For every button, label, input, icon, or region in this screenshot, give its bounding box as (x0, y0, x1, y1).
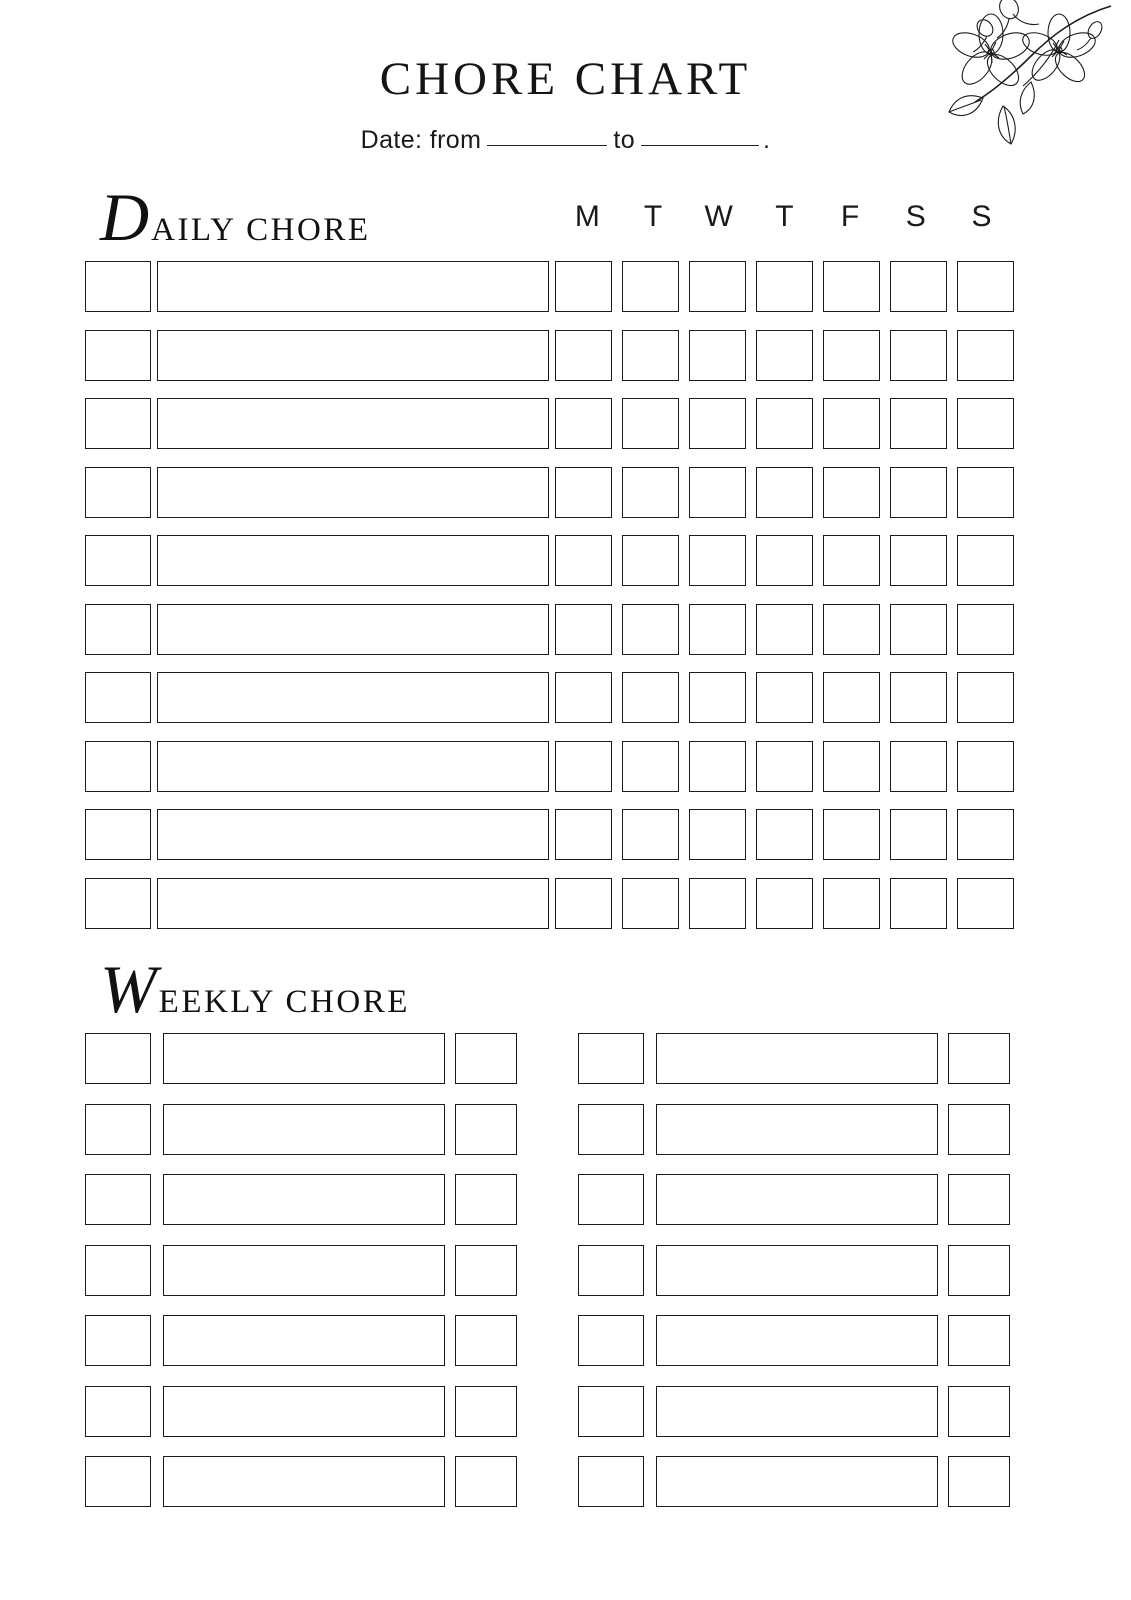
daily-day-cell[interactable] (957, 741, 1014, 792)
weekly-done-cell-left[interactable] (455, 1033, 517, 1084)
daily-day-cell[interactable] (823, 467, 880, 518)
daily-drop-cap: D (100, 179, 150, 255)
daily-day-cell[interactable] (555, 330, 612, 381)
daily-row-checkbox[interactable] (85, 809, 151, 860)
weekly-heading-text: EEKLY CHORE (158, 984, 410, 1020)
weekday-label-5: S (905, 200, 927, 233)
weekly-task-field-right[interactable] (656, 1386, 938, 1437)
weekly-done-cell-right[interactable] (948, 1456, 1010, 1507)
daily-day-cell[interactable] (957, 535, 1014, 586)
weekly-task-field-left[interactable] (163, 1104, 445, 1155)
daily-day-cell[interactable] (622, 672, 679, 723)
daily-task-field[interactable] (157, 330, 549, 381)
daily-day-cell[interactable] (890, 261, 947, 312)
daily-day-cell[interactable] (756, 809, 813, 860)
daily-day-cell[interactable] (622, 741, 679, 792)
page-title: CHORE CHART (379, 53, 752, 105)
daily-day-cell[interactable] (756, 398, 813, 449)
weekly-row-checkbox-left[interactable] (85, 1456, 151, 1507)
daily-day-cell[interactable] (555, 535, 612, 586)
weekly-task-field-right[interactable] (656, 1245, 938, 1296)
daily-row-checkbox[interactable] (85, 467, 151, 518)
daily-day-cell[interactable] (890, 878, 947, 929)
daily-day-cell[interactable] (622, 330, 679, 381)
daily-day-cell[interactable] (756, 261, 813, 312)
daily-row-checkbox[interactable] (85, 741, 151, 792)
date-period-label: . (763, 126, 771, 154)
daily-day-cell[interactable] (823, 330, 880, 381)
daily-day-cell[interactable] (823, 535, 880, 586)
daily-row-checkbox[interactable] (85, 672, 151, 723)
daily-day-cell[interactable] (823, 741, 880, 792)
weekday-label-3: T (775, 200, 795, 233)
weekly-row-checkbox-left[interactable] (85, 1386, 151, 1437)
daily-day-cell[interactable] (890, 398, 947, 449)
daily-day-cell[interactable] (957, 672, 1014, 723)
weekly-done-cell-left[interactable] (455, 1315, 517, 1366)
date-from-input[interactable] (487, 145, 607, 146)
daily-day-cell[interactable] (689, 330, 746, 381)
daily-day-cell[interactable] (622, 261, 679, 312)
daily-day-cell[interactable] (689, 878, 746, 929)
daily-day-cell[interactable] (689, 261, 746, 312)
daily-row-checkbox[interactable] (85, 398, 151, 449)
daily-row-checkbox[interactable] (85, 535, 151, 586)
daily-task-field[interactable] (157, 741, 549, 792)
daily-day-cell[interactable] (689, 604, 746, 655)
daily-day-cell[interactable] (957, 261, 1014, 312)
daily-task-field[interactable] (157, 604, 549, 655)
weekly-done-cell-left[interactable] (455, 1386, 517, 1437)
daily-day-cell[interactable] (756, 535, 813, 586)
daily-day-cell[interactable] (622, 535, 679, 586)
daily-day-cell[interactable] (890, 467, 947, 518)
daily-chore-heading (100, 179, 371, 255)
weekly-task-field-right[interactable] (656, 1174, 938, 1225)
daily-day-cell[interactable] (756, 672, 813, 723)
daily-row-checkbox[interactable] (85, 261, 151, 312)
weekly-row-checkbox-left[interactable] (85, 1315, 151, 1366)
weekly-row-checkbox-left[interactable] (85, 1033, 151, 1084)
daily-day-cell[interactable] (890, 330, 947, 381)
weekly-task-field-right[interactable] (656, 1104, 938, 1155)
weekly-task-field-left[interactable] (163, 1174, 445, 1225)
weekly-row-checkbox-left[interactable] (85, 1245, 151, 1296)
weekly-task-field-right[interactable] (656, 1033, 938, 1084)
daily-day-cell[interactable] (555, 672, 612, 723)
daily-day-cell[interactable] (823, 672, 880, 723)
weekday-label-4: F (840, 200, 861, 233)
daily-day-cell[interactable] (890, 741, 947, 792)
daily-day-cell[interactable] (756, 467, 813, 518)
daily-day-cell[interactable] (890, 604, 947, 655)
daily-task-field[interactable] (157, 261, 549, 312)
weekly-task-field-right[interactable] (656, 1456, 938, 1507)
daily-day-cell[interactable] (689, 741, 746, 792)
weekly-task-field-left[interactable] (163, 1033, 445, 1084)
weekly-row-checkbox-right[interactable] (578, 1245, 644, 1296)
weekly-row-checkbox-right[interactable] (578, 1104, 644, 1155)
daily-day-cell[interactable] (823, 398, 880, 449)
weekday-label-2: W (704, 200, 734, 233)
weekly-task-field-left[interactable] (163, 1386, 445, 1437)
weekly-done-cell-left[interactable] (455, 1245, 517, 1296)
daily-row-checkbox[interactable] (85, 878, 151, 929)
daily-day-cell[interactable] (622, 604, 679, 655)
daily-task-field[interactable] (157, 398, 549, 449)
daily-day-cell[interactable] (555, 741, 612, 792)
daily-day-cell[interactable] (890, 809, 947, 860)
daily-row-checkbox[interactable] (85, 604, 151, 655)
daily-day-cell[interactable] (890, 672, 947, 723)
weekly-row-checkbox-right[interactable] (578, 1386, 644, 1437)
daily-day-cell[interactable] (756, 330, 813, 381)
daily-day-cell[interactable] (957, 330, 1014, 381)
daily-day-cell[interactable] (823, 878, 880, 929)
weekly-row-checkbox-left[interactable] (85, 1174, 151, 1225)
weekly-done-cell-left[interactable] (455, 1456, 517, 1507)
weekly-task-field-left[interactable] (163, 1315, 445, 1366)
date-range-line (0, 126, 1131, 155)
daily-day-cell[interactable] (756, 741, 813, 792)
weekly-row-checkbox-right[interactable] (578, 1456, 644, 1507)
weekly-done-cell-right[interactable] (948, 1033, 1010, 1084)
daily-day-cell[interactable] (756, 604, 813, 655)
daily-task-field[interactable] (157, 878, 549, 929)
date-from-label: Date: from (360, 126, 482, 154)
daily-day-cell[interactable] (957, 467, 1014, 518)
daily-day-cell[interactable] (823, 604, 880, 655)
daily-day-cell[interactable] (689, 467, 746, 518)
daily-day-cell[interactable] (555, 878, 612, 929)
weekly-done-cell-right[interactable] (948, 1104, 1010, 1155)
weekly-row-checkbox-right[interactable] (578, 1174, 644, 1225)
weekly-done-cell-left[interactable] (455, 1174, 517, 1225)
daily-heading-text: AILY CHORE (151, 212, 371, 248)
daily-day-cell[interactable] (622, 878, 679, 929)
weekly-done-cell-right[interactable] (948, 1386, 1010, 1437)
daily-task-field[interactable] (157, 809, 549, 860)
daily-day-cell[interactable] (555, 467, 612, 518)
weekly-task-field-left[interactable] (163, 1245, 445, 1296)
daily-task-field[interactable] (157, 672, 549, 723)
daily-day-cell[interactable] (555, 809, 612, 860)
daily-day-cell[interactable] (957, 398, 1014, 449)
weekday-label-1: T (643, 200, 664, 233)
weekly-chore-heading (100, 951, 410, 1027)
weekly-row-checkbox-right[interactable] (578, 1033, 644, 1084)
weekly-task-field-left[interactable] (163, 1456, 445, 1507)
daily-day-cell[interactable] (957, 878, 1014, 929)
weekday-label-0: M (574, 200, 601, 233)
weekday-header-row (555, 200, 1015, 234)
weekly-task-field-right[interactable] (656, 1315, 938, 1366)
daily-day-cell[interactable] (689, 672, 746, 723)
daily-day-cell[interactable] (823, 809, 880, 860)
date-to-label: to (613, 126, 635, 154)
date-to-input[interactable] (641, 145, 759, 146)
daily-day-cell[interactable] (622, 467, 679, 518)
daily-day-cell[interactable] (689, 398, 746, 449)
daily-day-cell[interactable] (555, 604, 612, 655)
daily-day-cell[interactable] (823, 261, 880, 312)
daily-day-cell[interactable] (622, 398, 679, 449)
daily-day-cell[interactable] (555, 398, 612, 449)
weekly-done-cell-left[interactable] (455, 1104, 517, 1155)
daily-row-checkbox[interactable] (85, 330, 151, 381)
daily-task-field[interactable] (157, 535, 549, 586)
daily-day-cell[interactable] (689, 809, 746, 860)
weekly-row-checkbox-left[interactable] (85, 1104, 151, 1155)
daily-day-cell[interactable] (756, 878, 813, 929)
weekly-done-cell-right[interactable] (948, 1315, 1010, 1366)
weekly-done-cell-right[interactable] (948, 1245, 1010, 1296)
weekly-drop-cap: W (100, 951, 157, 1027)
daily-day-cell[interactable] (957, 809, 1014, 860)
daily-day-cell[interactable] (555, 261, 612, 312)
weekly-done-cell-right[interactable] (948, 1174, 1010, 1225)
weekday-label-6: S (971, 200, 993, 233)
daily-day-cell[interactable] (890, 535, 947, 586)
daily-day-cell[interactable] (689, 535, 746, 586)
daily-task-field[interactable] (157, 467, 549, 518)
daily-day-cell[interactable] (957, 604, 1014, 655)
weekly-row-checkbox-right[interactable] (578, 1315, 644, 1366)
daily-day-cell[interactable] (622, 809, 679, 860)
